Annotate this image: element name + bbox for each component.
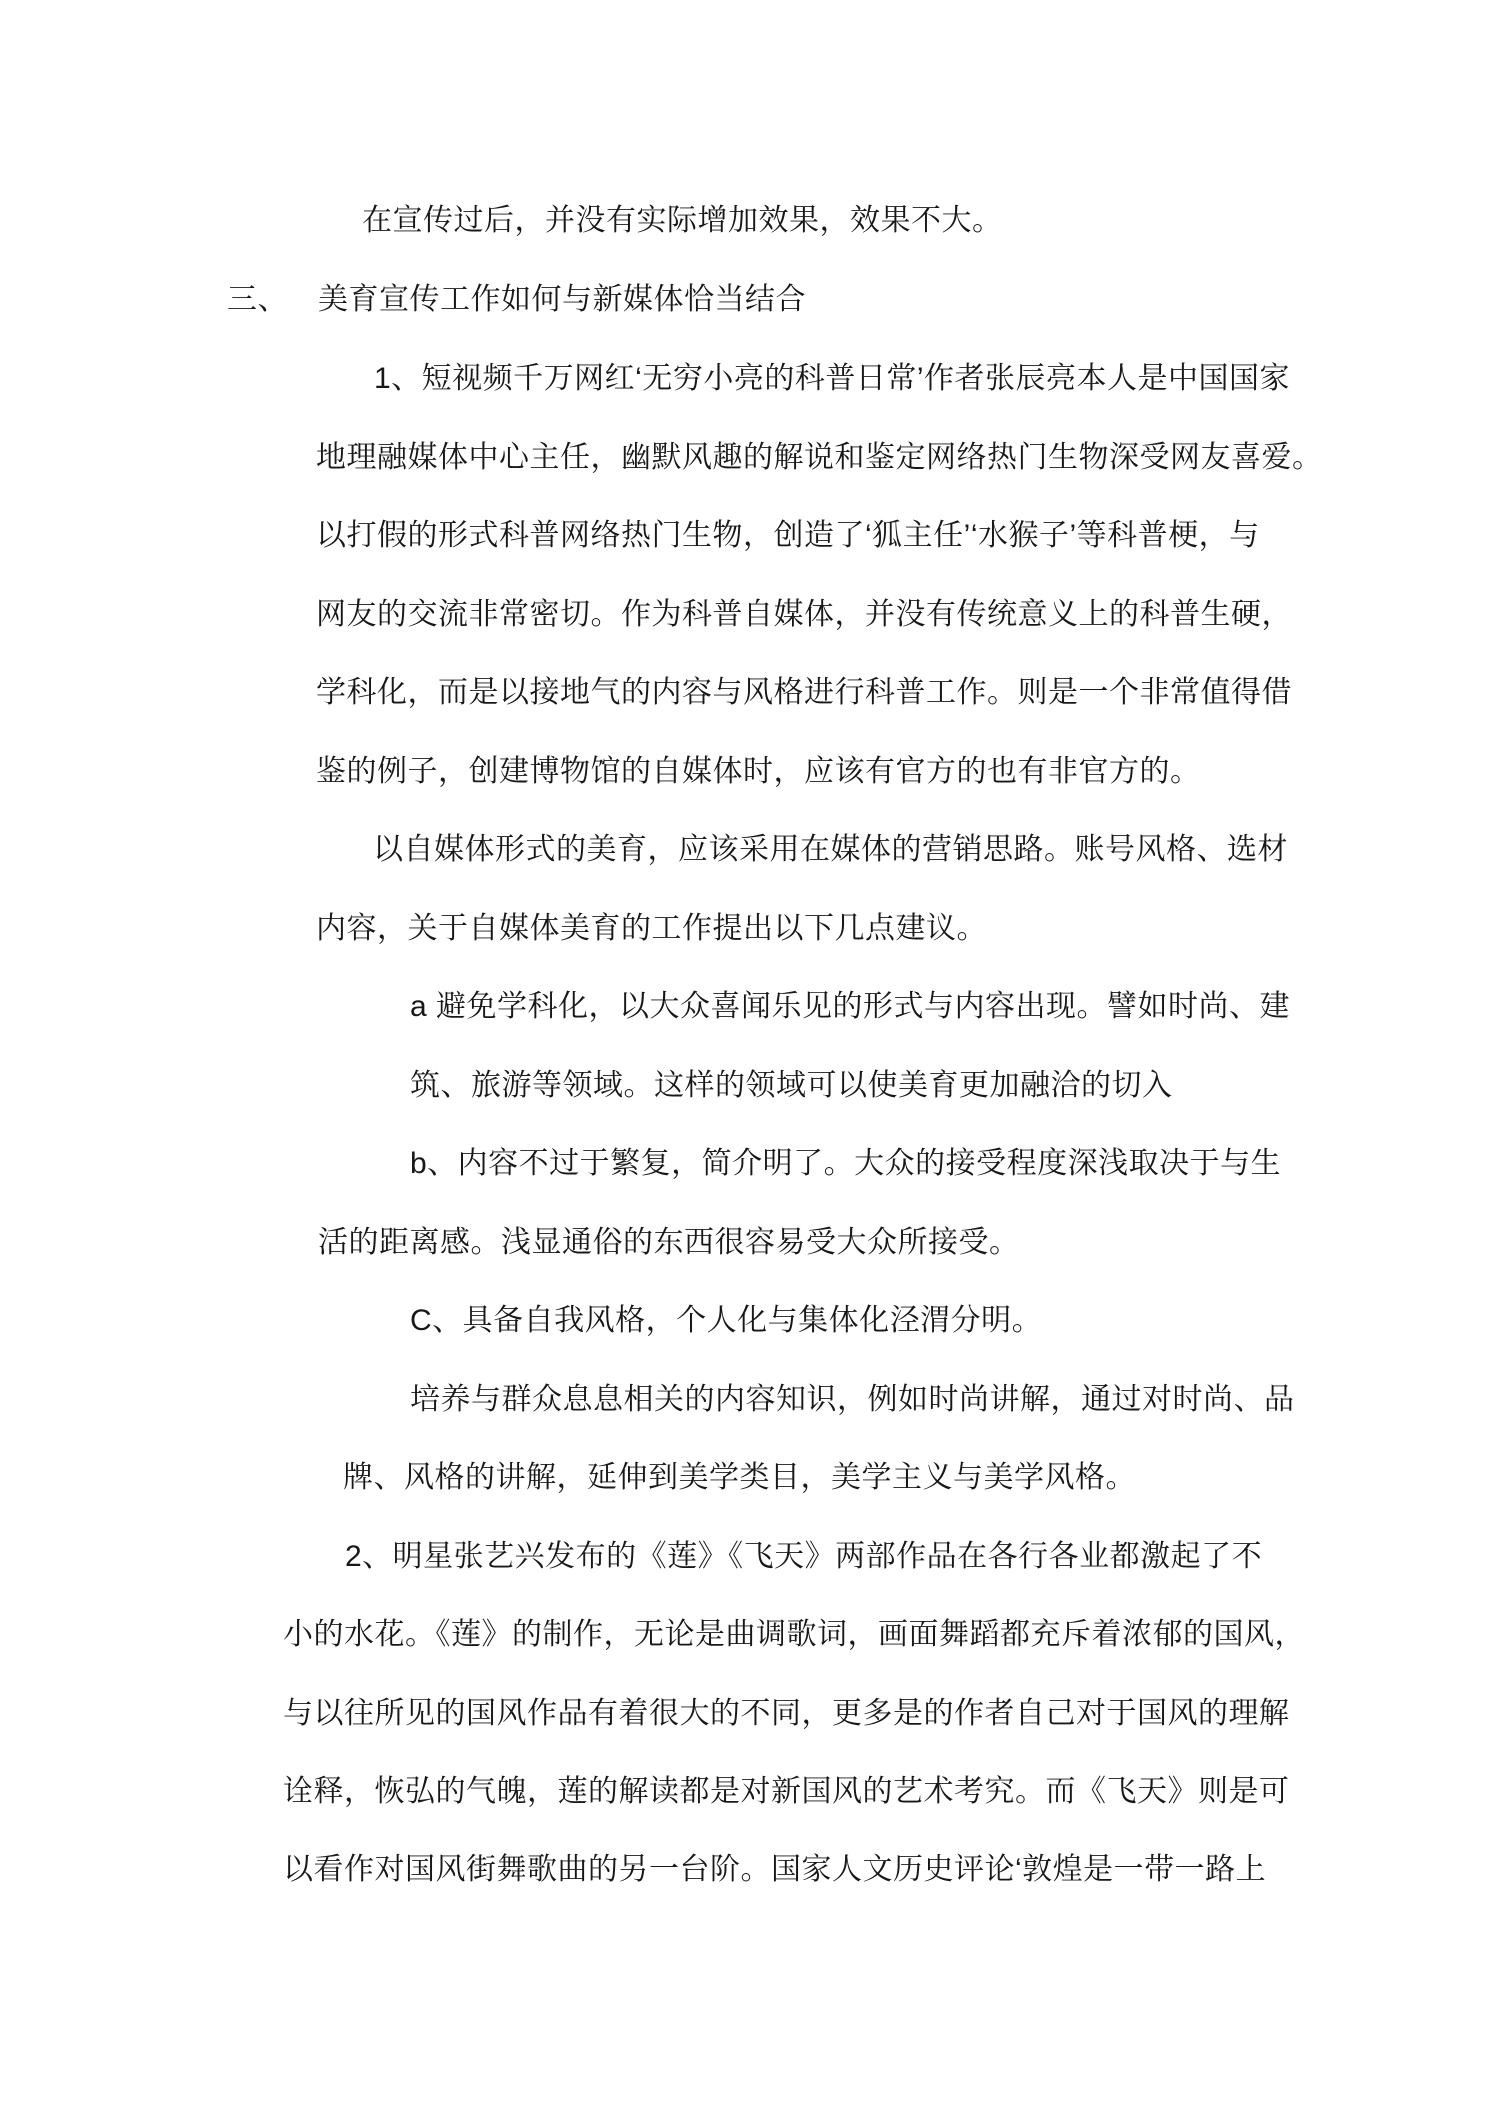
- text-line: 网友的交流非常密切。作为科普自媒体，并没有传统意义上的科普生硬，: [316, 598, 1292, 631]
- text-line: 小的水花。《莲》的制作，无论是曲调歌词，画面舞蹈都充斥着浓郁的国风，: [283, 1618, 1305, 1651]
- section-heading-numeral: 三、: [227, 283, 288, 316]
- text-line: 以自媒体形式的美育，应该采用在媒体的营销思路。账号风格、选材: [373, 833, 1288, 866]
- text-line: 鉴的例子，创建博物馆的自媒体时，应该有官方的也有非官方的。: [316, 755, 1201, 788]
- text-line: 与以往所见的国风作品有着很大的不同，更多是的作者自己对于国风的理解: [283, 1697, 1290, 1730]
- text-line: 牌、风格的讲解，延伸到美学类目，美学主义与美学风格。: [343, 1461, 1136, 1494]
- text-line: 诠释，恢弘的气魄，莲的解读都是对新国风的艺术考究。而《飞天》则是可: [283, 1775, 1290, 1808]
- text-line: 在宣传过后，并没有实际增加效果，效果不大。: [362, 204, 1003, 237]
- text-line: 2、明星张艺兴发布的《莲》《飞天》两部作品在各行各业都激起了不: [345, 1540, 1263, 1573]
- text-line: 筑、旅游等领域。这样的领域可以使美育更加融洽的切入: [410, 1069, 1173, 1102]
- section-heading: [227, 279, 806, 321]
- text-line: C、具备自我风格，个人化与集体化泾渭分明。: [410, 1304, 1043, 1337]
- text-line: b、内容不过于繁复，简介明了。大众的接受程度深浅取决于与生: [410, 1147, 1282, 1180]
- text-line: 地理融媒体中心主任，幽默风趣的解说和鉴定网络热门生物深受网友喜爱。: [316, 441, 1323, 474]
- text-line: a 避免学科化，以大众喜闻乐见的形式与内容出现。譬如时尚、建: [410, 990, 1291, 1023]
- text-line: 以打假的形式科普网络热门生物，创造了‘狐主任’‘水猴子’等科普梗，与: [316, 519, 1260, 552]
- text-line: 培养与群众息息相关的内容知识，例如时尚讲解，通过对时尚、品: [410, 1383, 1295, 1416]
- text-line: 以看作对国风街舞歌曲的另一台阶。国家人文历史评论‘敦煌是一带一路上: [283, 1853, 1267, 1886]
- text-line: 学科化，而是以接地气的内容与风格进行科普工作。则是一个非常值得借: [316, 676, 1292, 709]
- section-heading-title: 美育宣传工作如何与新媒体恰当结合: [318, 283, 806, 316]
- text-line: 内容，关于自媒体美育的工作提出以下几点建议。: [316, 912, 987, 945]
- text-line: 1、短视频千万网红‘无穷小亮的科普日常’作者张辰亮本人是中国国家: [374, 362, 1291, 395]
- text-line: 活的距离感。浅显通俗的东西很容易受大众所接受。: [318, 1226, 1020, 1259]
